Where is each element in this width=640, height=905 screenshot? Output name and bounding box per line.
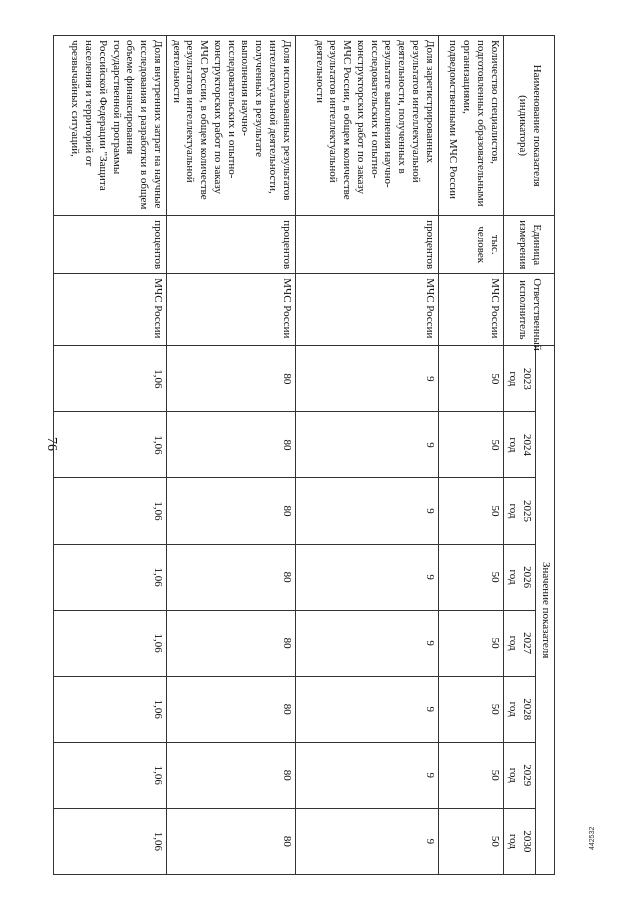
header-year-2030 — [503, 808, 536, 874]
header-values-group: Значение показателя — [536, 346, 555, 875]
header-year-suffix: год — [507, 437, 520, 453]
header-year-number: 2030 — [521, 830, 534, 853]
indicators-table-container — [65, 35, 555, 875]
header-row-1 — [536, 36, 555, 875]
table-row — [167, 36, 296, 875]
indicator-responsible: МЧС России — [167, 274, 296, 346]
header-year-number: 2025 — [521, 500, 534, 522]
indicator-unit: процентов — [295, 216, 438, 274]
header-year-2025 — [503, 478, 536, 544]
header-year-number: 2023 — [521, 367, 534, 390]
indicator-value: 1,06 — [54, 412, 167, 478]
header-year-suffix: год — [507, 701, 520, 717]
header-responsible: Ответственный исполнитель — [503, 274, 554, 346]
indicator-value: 50 — [438, 742, 503, 808]
indicator-name: Доля внутренних затрат на научные исследования и разработки в общем объеме финансирования государственной программы Российской Федерации "Защита населения и территорий от чрезвычайных ситуаций, — [54, 36, 167, 216]
indicator-value: 9 — [295, 412, 438, 478]
indicator-value: 50 — [438, 478, 503, 544]
table-row — [54, 36, 167, 875]
indicator-value: 9 — [295, 346, 438, 412]
indicator-name: Доля использованных результатов интеллектуальной деятельности, полученных в результате выполнения научно-исследовательских и опытно-конструкторских работ по заказу МЧС России, в общем количестве результатов интеллектуальной деятельности — [167, 36, 296, 216]
indicator-responsible: МЧС России — [295, 274, 438, 346]
indicator-value: 80 — [167, 610, 296, 676]
indicator-name: Доля зарегистрированных результатов интеллектуальной деятельности, полученных в результате выполнения научно-исследовательских и опытно-конструкторских работ по заказу МЧС России, в общем количестве результатов интеллектуальной деятельности — [295, 36, 438, 216]
indicator-unit: процентов — [167, 216, 296, 274]
indicator-value: 80 — [167, 412, 296, 478]
indicator-value: 50 — [438, 544, 503, 610]
indicator-value: 80 — [167, 676, 296, 742]
indicator-value: 9 — [295, 610, 438, 676]
header-year-2028 — [503, 676, 536, 742]
indicator-value: 50 — [438, 808, 503, 874]
indicator-value: 1,06 — [54, 544, 167, 610]
indicator-value: 1,06 — [54, 346, 167, 412]
header-year-2024 — [503, 412, 536, 478]
indicator-value: 80 — [167, 544, 296, 610]
indicator-value: 1,06 — [54, 676, 167, 742]
header-year-suffix: год — [507, 635, 520, 651]
header-year-2023 — [503, 346, 536, 412]
indicator-value: 9 — [295, 808, 438, 874]
indicator-value: 1,06 — [54, 610, 167, 676]
header-year-suffix: год — [507, 569, 520, 585]
header-year-number: 2028 — [521, 698, 534, 721]
header-year-2029 — [503, 742, 536, 808]
indicator-value: 9 — [295, 478, 438, 544]
table-row — [438, 36, 503, 875]
header-year-number: 2029 — [521, 764, 534, 787]
indicator-value: 50 — [438, 412, 503, 478]
indicator-value: 50 — [438, 676, 503, 742]
indicator-value: 9 — [295, 742, 438, 808]
indicator-unit: процентов — [54, 216, 167, 274]
header-year-suffix: год — [507, 833, 520, 849]
indicator-value: 80 — [167, 742, 296, 808]
indicator-responsible: МЧС России — [54, 274, 167, 346]
indicator-name: Количество специалистов, подготовленных образовательными организациями, подведомственными МЧС России — [438, 36, 503, 216]
indicator-value: 9 — [295, 676, 438, 742]
indicators-table — [53, 35, 555, 875]
header-year-2026 — [503, 544, 536, 610]
indicator-responsible: МЧС России — [438, 274, 503, 346]
indicator-value: 1,06 — [54, 742, 167, 808]
indicator-unit: тыс. человек — [438, 216, 503, 274]
header-year-number: 2024 — [521, 433, 534, 456]
indicator-value: 9 — [295, 544, 438, 610]
table-row — [295, 36, 438, 875]
header-year-number: 2027 — [521, 632, 534, 655]
indicator-value: 50 — [438, 346, 503, 412]
header-year-suffix: год — [507, 503, 520, 519]
header-unit: Единица измерения — [503, 216, 554, 274]
header-name: Наименование показателя (индикатора) — [503, 36, 554, 216]
indicator-value: 50 — [438, 610, 503, 676]
indicator-value: 80 — [167, 478, 296, 544]
indicator-value: 80 — [167, 808, 296, 874]
page-number: 76 — [44, 437, 59, 451]
header-year-2027 — [503, 610, 536, 676]
indicator-value: 80 — [167, 346, 296, 412]
header-year-number: 2026 — [521, 566, 534, 589]
header-year-suffix: год — [507, 767, 520, 783]
indicator-value: 1,06 — [54, 808, 167, 874]
table-body — [54, 36, 504, 875]
header-year-suffix: год — [507, 371, 520, 387]
indicator-value: 1,06 — [54, 478, 167, 544]
document-code: 442532 — [589, 826, 596, 850]
